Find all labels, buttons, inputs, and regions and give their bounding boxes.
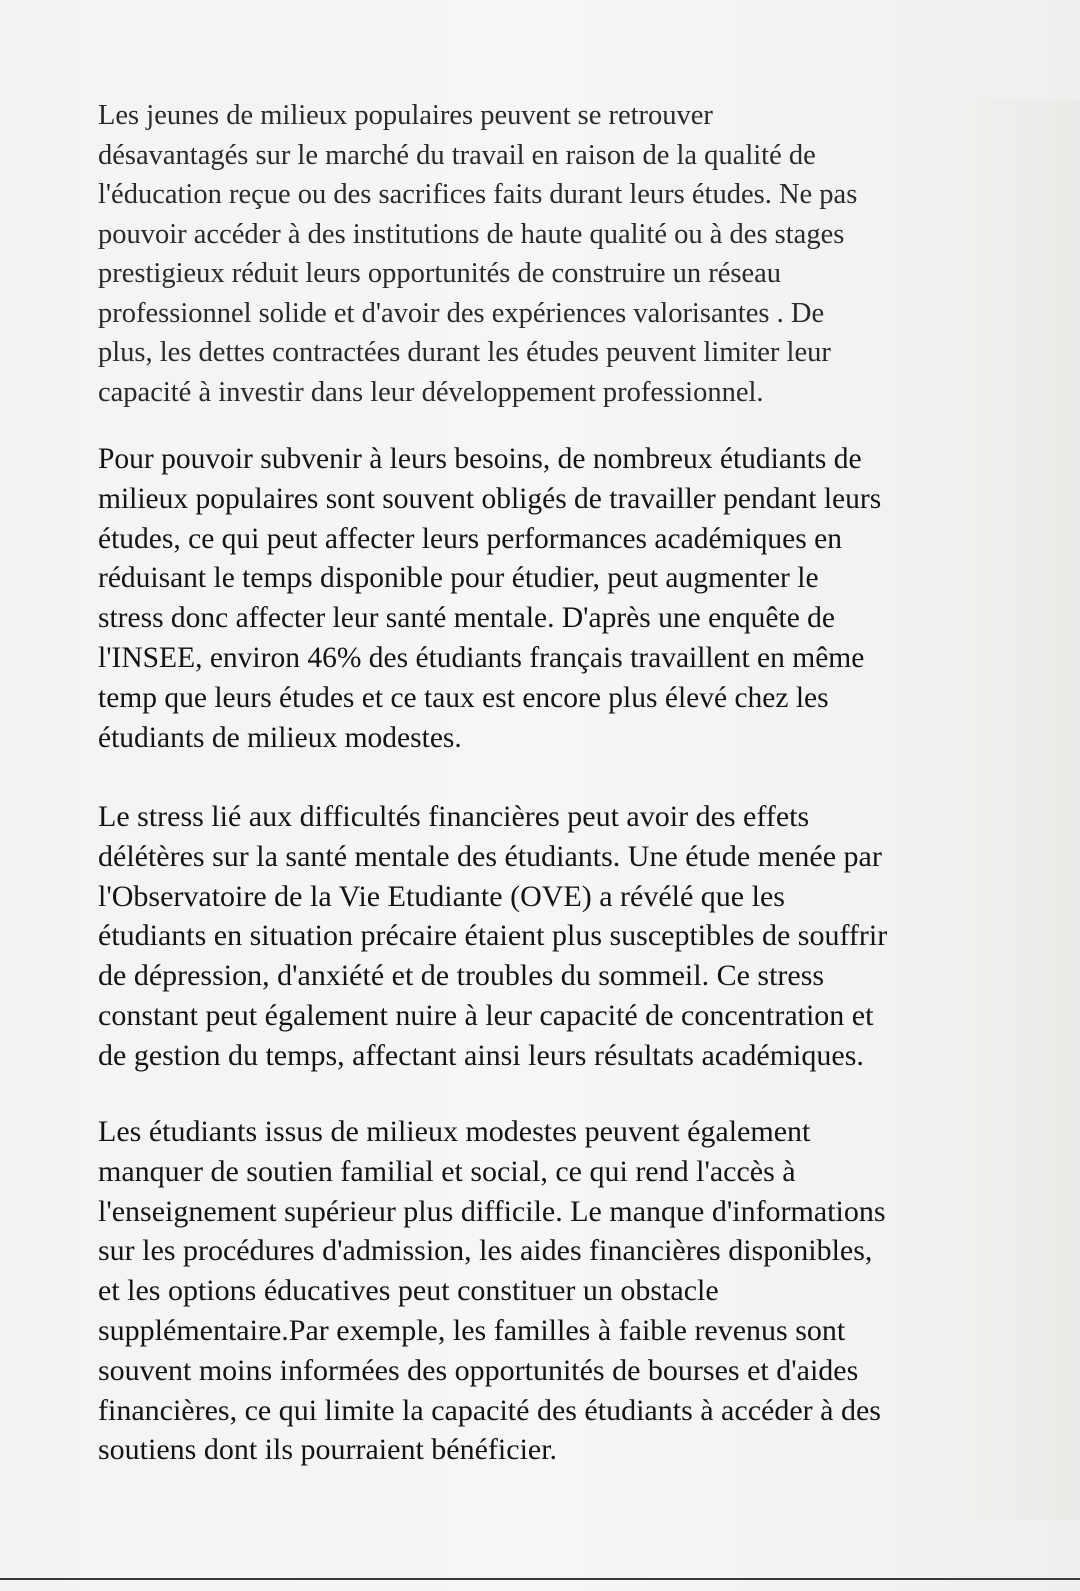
text-line: Pour pouvoir subvenir à leurs besoins, de nombreux étudiants de [98, 443, 862, 475]
text-line: soutiens dont ils pourraient bénéficier. [98, 1433, 558, 1467]
text-line: étudiants en situation précaire étaient plus susceptibles de souffrir [98, 919, 888, 953]
text-line: Les étudiants issus de milieux modestes peuvent également [98, 1115, 811, 1148]
text-line: professionnel solide et d'avoir des expériences valorisantes . De [98, 297, 825, 329]
text-line: et les options éducatives peut constituer un obstacle [98, 1274, 719, 1308]
text-line: l'éducation reçue ou des sacrifices faits durant leurs études. Ne pas [98, 179, 858, 210]
text-line: souvent moins informées des opportunités de bourses et d'aides [98, 1353, 859, 1387]
text-line: réduisant le temps disponible pour étudier, peut augmenter le [98, 562, 819, 595]
text-line: pouvoir accéder à des institutions de haute qualité ou à des stages [98, 218, 845, 250]
text-line: délétères sur la santé mentale des étudiants. Une étude menée par [98, 839, 882, 873]
text-line: prestigieux réduit leurs opportunités de construire un réseau [98, 258, 782, 289]
text-line: Les jeunes de milieux populaires peuvent se retrouver [98, 100, 713, 131]
text-line: Le stress lié aux difficultés financières peut avoir des effets [98, 800, 810, 833]
text-line: sur les procédures d'admission, les aides financières disponibles, [98, 1234, 873, 1268]
text-line: plus, les dettes contractées durant les études peuvent limiter leur [98, 337, 831, 368]
text-line: étudiants de milieux modestes. [98, 721, 462, 754]
text-line: capacité à investir dans leur développement professionnel. [98, 376, 764, 408]
text-line: stress donc affecter leur santé mentale. D'après une enquête de [98, 602, 836, 635]
text-line: l'enseignement supérieur plus difficile. Le manque d'informations [98, 1194, 886, 1228]
text-line: constant peut également nuire à leur capacité de concentration et [98, 998, 874, 1032]
page-bottom-edge [0, 1578, 1080, 1580]
text-line: études, ce qui peut affecter leurs performances académiques en [98, 522, 842, 555]
paragraph-job-market [98, 96, 968, 412]
text-line: l'Observatoire de la Vie Etudiante (OVE) a révélé que les [98, 879, 785, 913]
text-line: l'INSEE, environ 46% des étudiants français travaillent en même [98, 641, 865, 674]
text-line: milieux populaires sont souvent obligés de travailler pendant leurs [98, 482, 882, 515]
paragraph-family-support [98, 1112, 968, 1470]
paragraph-student-work [98, 440, 968, 758]
paragraph-mental-health [98, 797, 968, 1076]
text-line: financières, ce qui limite la capacité des étudiants à accéder à des [98, 1393, 881, 1427]
text-line: supplémentaire.Par exemple, les familles à faible revenus sont [98, 1313, 846, 1347]
text-line: de dépression, d'anxiété et de troubles du sommeil. Ce stress [98, 959, 825, 993]
text-line: de gestion du temps, affectant ainsi leurs résultats académiques. [98, 1038, 864, 1072]
text-line: temp que leurs études et ce taux est encore plus élevé chez les [98, 681, 829, 714]
text-line: désavantagés sur le marché du travail en raison de la qualité de [98, 139, 816, 171]
text-line: manquer de soutien familial et social, ce qui rend l'accès à [98, 1154, 796, 1188]
